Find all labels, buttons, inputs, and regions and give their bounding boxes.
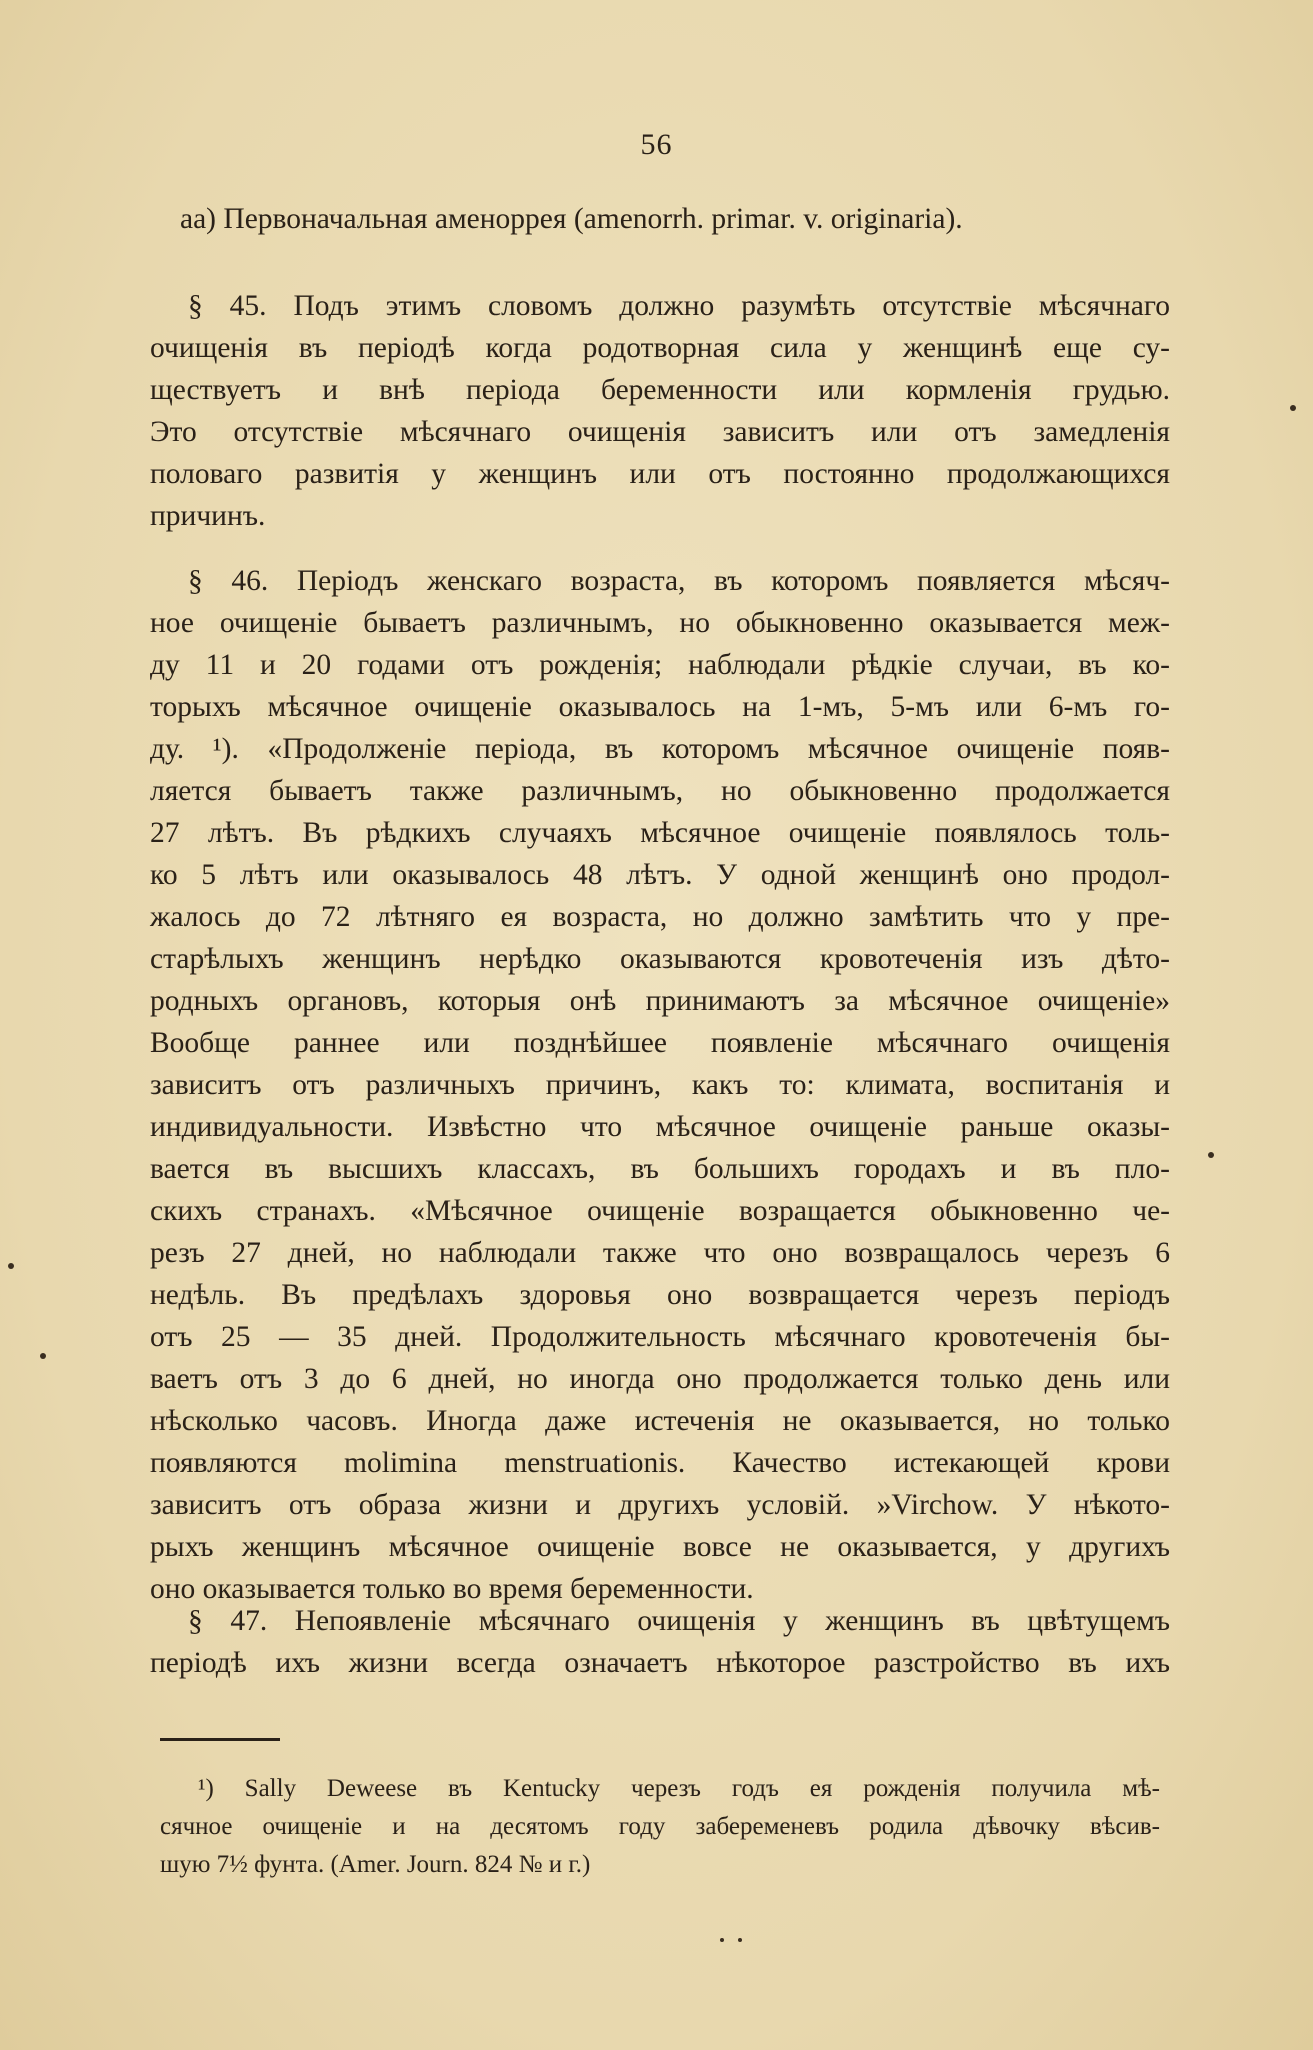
text-line: ду. ¹). «Продолженіе періода, въ которомъ мѣсячное очищеніе появ- [150, 733, 1170, 765]
section-heading: аа) Первоначальная аменоррея (amenorrh. primar. v. originaria). [180, 203, 963, 235]
text-line: скихъ странахъ. «Мѣсячное очищеніе возращается обыкновенно че- [150, 1195, 1170, 1227]
paragraph-47 [150, 1600, 1170, 1684]
text-line: очищенія въ періодѣ когда родотворная сила у женщинѣ еще су- [150, 332, 1170, 364]
text-line: періодѣ ихъ жизни всегда означаетъ нѣкоторое разстройство въ ихъ [150, 1647, 1170, 1679]
text-line: недѣль. Въ предѣлахъ здоровья оно возвращается черезъ періодъ [150, 1279, 1170, 1311]
text-line: причинъ. [150, 500, 266, 532]
text-line: оно оказывается только во время беременности. [150, 1573, 754, 1605]
text-line: родныхъ органовъ, которыя онѣ принимаютъ за мѣсячное очищеніе» [150, 985, 1170, 1017]
text-line: резъ 27 дней, но наблюдали также что оно возвращалось черезъ 6 [150, 1237, 1170, 1269]
text-line: § 45. Подъ этимъ словомъ должно разумѣть отсутствіе мѣсячнаго [188, 290, 1170, 322]
paper-speck [1208, 1152, 1214, 1158]
text-line: торыхъ мѣсячное очищеніе оказывалось на 1-мъ, 5-мъ или 6-мъ го- [150, 691, 1170, 723]
text-line: § 46. Періодъ женскаго возраста, въ которомъ появляется мѣсяч- [188, 565, 1170, 597]
text-line: 27 лѣтъ. Въ рѣдкихъ случаяхъ мѣсячное очищеніе появлялось толь- [150, 817, 1170, 849]
text-line: ваетъ отъ 3 до 6 дней, но иногда оно продолжается только день или [150, 1363, 1170, 1395]
text-line: Это отсутствіе мѣсячнаго очищенія зависитъ или отъ замедленія [150, 416, 1170, 448]
text-line: ду 11 и 20 годами отъ рожденія; наблюдали рѣдкіе случаи, въ ко- [150, 649, 1170, 681]
text-line: ко 5 лѣтъ или оказывалось 48 лѣтъ. У одной женщинѣ оно продол- [150, 859, 1170, 891]
paper-speck [8, 1263, 14, 1269]
text-line: § 47. Непоявленіе мѣсячнаго очищенія у женщинъ въ цвѣтущемъ [188, 1605, 1170, 1637]
text-line: вается въ высшихъ классахъ, въ большихъ городахъ и въ пло- [150, 1153, 1170, 1185]
paper-speck [738, 1938, 742, 1942]
text-line: индивидуальности. Извѣстно что мѣсячное очищеніе раньше оказы- [150, 1111, 1170, 1143]
text-line: зависитъ отъ образа жизни и другихъ условій. »Virchow. У нѣкото- [150, 1489, 1170, 1521]
footnote-divider [160, 1738, 280, 1741]
text-line: ляется бываетъ также различнымъ, но обыкновенно продолжается [150, 775, 1170, 807]
text-line: Вообще раннее или позднѣйшее появленіе мѣсячнаго очищенія [150, 1027, 1170, 1059]
paper-speck [1290, 405, 1296, 411]
text-line: ное очищеніе бываетъ различнымъ, но обыкновенно оказывается меж- [150, 607, 1170, 639]
paper-speck [40, 1353, 46, 1359]
text-line: нѣсколько часовъ. Иногда даже истеченія не оказывается, но только [150, 1405, 1170, 1437]
text-line: появляются molimina menstruationis. Качество истекающей крови [150, 1447, 1170, 1479]
page-number: 56 [640, 128, 673, 161]
text-line: рыхъ женщинъ мѣсячное очищеніе вовсе не оказывается, у другихъ [150, 1531, 1170, 1563]
text-line: жалось до 72 лѣтняго ея возраста, но должно замѣтить что у пре- [150, 901, 1170, 933]
text-line: отъ 25 — 35 дней. Продолжительность мѣсячнаго кровотеченія бы- [150, 1321, 1170, 1353]
text-line: половаго развитія у женщинъ или отъ постоянно продолжающихся [150, 458, 1170, 490]
paragraph-46 [150, 560, 1170, 1610]
footnote-line: шую 7½ фунта. (Amer. Journ. 824 № и г.) [160, 1851, 591, 1878]
footnote-line: сячное очищеніе и на десятомъ году забеременевъ родила дѣвочку вѣсив- [160, 1813, 1160, 1840]
text-line: ществуетъ и внѣ періода беременности или кормленія грудью. [150, 374, 1170, 406]
paragraph-45 [150, 285, 1170, 537]
text-line: старѣлыхъ женщинъ нерѣдко оказываются кровотеченія изъ дѣто- [150, 943, 1170, 975]
text-line: зависитъ отъ различныхъ причинъ, какъ то: климата, воспитанія и [150, 1069, 1170, 1101]
paper-speck [720, 1938, 724, 1942]
footnote [160, 1770, 1160, 1884]
footnote-line: ¹) Sally Deweese въ Kentucky черезъ годъ ея рожденія получила мѣ- [198, 1775, 1160, 1802]
